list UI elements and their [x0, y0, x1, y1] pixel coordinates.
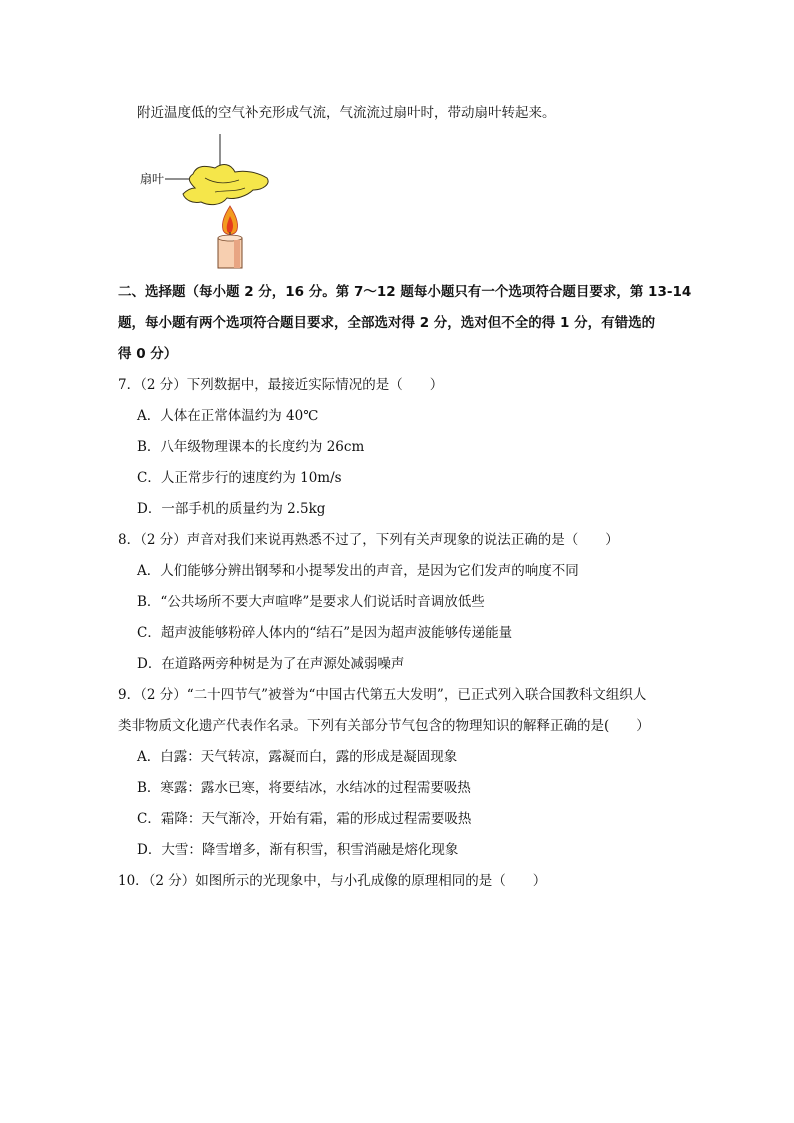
fan-candle-figure: [135, 134, 285, 269]
question-9-option-c: C．霜降：天气渐冷，开始有霜，霜的形成过程需要吸热: [137, 811, 472, 827]
section-heading-line2: 题，每小题有两个选项符合题目要求，全部选对得 2 分，选对但不全的得 1 分，有错选的: [118, 315, 656, 331]
question-7-stem: 7．（2 分）下列数据中，最接近实际情况的是（ ）: [118, 377, 444, 393]
question-9-stem-line2: 类非物质文化遗产代表作名录。下列有关部分节气包含的物理知识的解释正确的是( ）: [118, 718, 650, 734]
question-9-option-d: D．大雪：降雪增多，渐有积雪，积雪消融是熔化现象: [137, 842, 459, 858]
fan-blade-label: 扇叶: [140, 172, 165, 186]
section-heading-line1: 二、选择题（每小题 2 分，16 分。第 7～12 题每小题只有一个选项符合题目要求，第 13-14: [118, 284, 692, 300]
question-7-option-a: A．人体在正常体温约为 40℃: [137, 408, 319, 424]
question-10-stem: 10．（2 分）如图所示的光现象中，与小孔成像的原理相同的是（ ）: [118, 873, 547, 889]
candle-shade: [234, 240, 240, 268]
fan-blade-shape: [183, 165, 268, 205]
question-7-option-d: D．一部手机的质量约为 2.5kg: [137, 501, 326, 517]
section-heading-line3: 得 0 分）: [118, 346, 178, 362]
question-7-option-c: C．人正常步行的速度约为 10m/s: [137, 470, 342, 486]
question-8-stem: 8．（2 分）声音对我们来说再熟悉不过了，下列有关声现象的说法正确的是（ ）: [118, 532, 619, 548]
question-8-option-a: A．人们能够分辨出钢琴和小提琴发出的声音，是因为它们发声的响度不同: [137, 563, 579, 579]
question-8-option-c: C．超声波能够粉碎人体内的“结石”是因为超声波能够传递能量: [137, 625, 513, 641]
question-9-option-a: A．白露：天气转凉，露凝而白，露的形成是凝固现象: [137, 749, 458, 765]
question-9-stem-line1: 9．（2 分）“二十四节气”被誉为“中国古代第五大发明”，已正式列入联合国教科文组织人: [118, 687, 647, 703]
intro-text: 附近温度低的空气补充形成气流，气流流过扇叶时，带动扇叶转起来。: [137, 105, 556, 121]
question-7-option-b: B．八年级物理课本的长度约为 26cm: [137, 439, 365, 455]
question-9-option-b: B．寒露：露水已寒，将要结冰，水结冰的过程需要吸热: [137, 780, 471, 796]
question-8-option-d: D．在道路两旁种树是为了在声源处减弱噪声: [137, 656, 405, 672]
question-8-option-b: B．“公共场所不要大声喧哗”是要求人们说话时音调放低些: [137, 594, 485, 610]
